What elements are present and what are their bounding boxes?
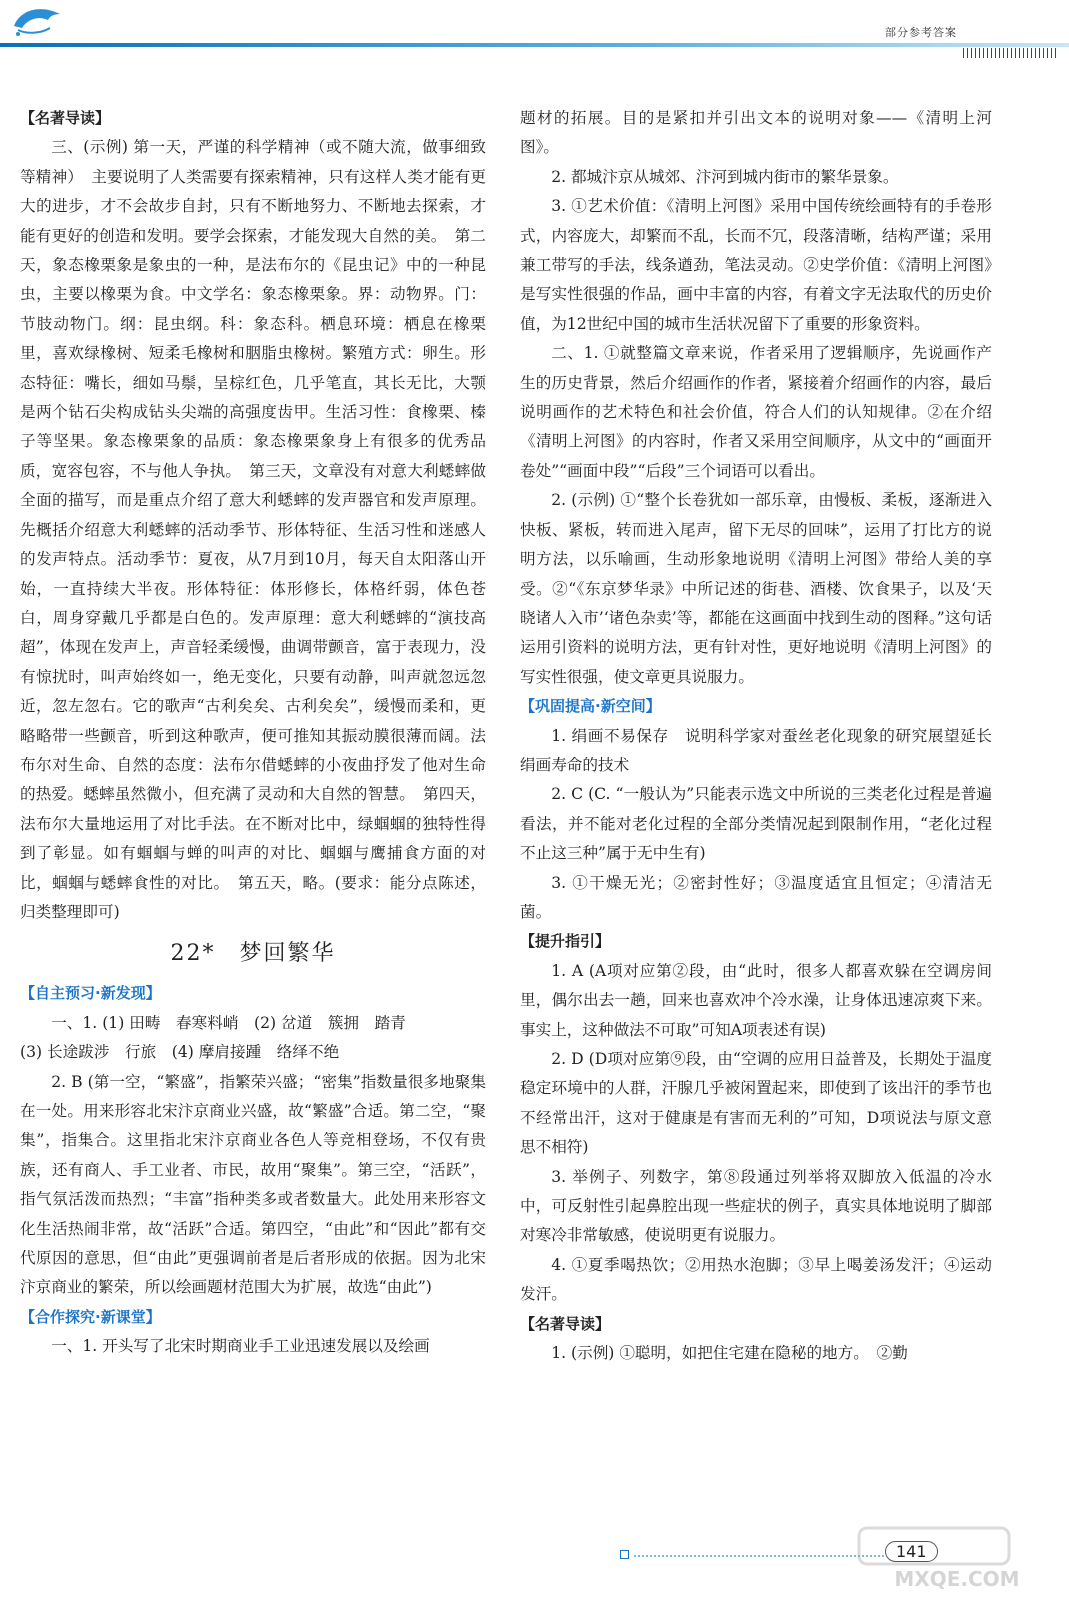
watermark-text: MXQE.COM [894, 1567, 1020, 1591]
page-header [0, 0, 1069, 60]
paragraph: 1. (示例) ①聪明，如把住宅建在隐秘的地方。 ②勤 [551, 1344, 908, 1363]
paragraph: 二、1. ①就整篇文章来说，作者采用了逻辑顺序，先说画作产生的历史背景，然后介绍画作的作者，紧接着介绍画作的内容，最后说明画作的艺术特色和社会价值，符合人们的认知规律。②在介绍《清明上河图》的内容时，作者又采用空间顺序，从文中的“画面开卷处”“画面中段”“后段”三个词语可以看出。 [520, 344, 992, 480]
watermark-logo-icon [857, 1524, 1057, 1594]
paragraph: (3) 长途跋涉 行旅 (4) 摩肩接踵 络绎不绝 [20, 1043, 340, 1062]
paragraph: 3. ①艺术价值：《清明上河图》采用中国传统绘画特有的手卷形式，内容庞大，却繁而不乱，长而不冗，段落清晰，结构严谨；采用兼工带写的手法，线条遒劲，笔法灵动。②史学价值：《清明上河图》是写实性很强的作品，画中丰富的内容，有着文字无法取代的历史价值，为12世纪中国的城市生活状况留下了重要的形象资料。 [520, 197, 992, 333]
lesson-title: 22* 梦回繁华 [170, 941, 336, 967]
header-rule [0, 43, 1069, 47]
section-title-explore: 【合作探究·新课堂】 [20, 1307, 161, 1326]
paragraph: 2. D (D项对应第⑨段，由“空调的应用日益普及，长期处于温度稳定环境中的人群，汗腺几乎被闲置起来，即使到了该出汗的季节也不经常出汗，这对于健康是有害而无利的”可知，D项说法与原文意思不相符) [520, 1050, 992, 1157]
right-column [520, 104, 992, 1368]
paragraph: 题材的拓展。目的是紧扣并引出文本的说明对象——《清明上河图》。 [520, 109, 992, 157]
section-title-preview: 【自主预习·新发现】 [20, 984, 161, 1003]
paragraph: 三、(示例) 第一天，严谨的科学精神（或不随大流，做事细致等精神） 主要说明了人类需要有探索精神，只有这样人类才能有更大的进步，才不会故步自封，只有不断地努力、不断地去探索，才能有更好的创造和发明。要学会探索，才能发现大自然的美。 第二天，象态橡栗象是象虫的一种，是法布尔的《昆虫记》中的一种昆虫，主要以橡栗为食。中文学名：象态橡栗象。界：动物界。门：节肢动物门。纲：昆虫纲。科：象态科。栖息环境：栖息在橡栗里，喜欢绿橡树、短柔毛橡树和胭脂虫橡树。繁殖方式：卵生。形态特征：嘴长，细如马鬃，呈棕红色，几乎笔直，其长无比，大颚是两个钻石尖构成钻头尖端的高强度齿甲。生活习性：食橡栗、榛子等坚果。象态橡栗象的品质：象态橡栗象身上有很多的优秀品质，宽容包容，不与他人争执。 第三天，文章没有对意大利蟋蟀做全面的描写，而是重点介绍了意大利蟋蟀的发声器官和发声原理。先概括介绍意大利蟋蟀的活动季节、形体特征、生活习性和迷感人的发声特点。活动季节：夏夜，从7月到10月，每天自太阳落山开始，一直持续大半夜。形体特征：体形修长，体格纤弱，体色苍白，周身穿戴几乎都是白色的。发声原理：意大利蟋蟀的“演技高超”，体现在发声上，声音轻柔缓慢，曲调带颤音，富于表现力，没有惊扰时，叫声始终如一，绝无变化，只要有动静，叫声就忽远忽近，忽左忽右。它的歌声“古利矣矣、古利矣矣”，缓慢而柔和，更略略带一些颤音，听到这种歌声，便可推知其振动膜很薄而阔。法布尔对生命、自然的态度：法布尔借蟋蟀的小夜曲抒发了他对生命的热爱。蟋蟀虽然微小，但充满了灵动和大自然的智慧。 第四天，法布尔大量地运用了对比手法。在不断对比中，绿蝈蝈的独特性得到了彰显。如有蝈蝈与蝉的叫声的对比、蝈蝈与鹰捕食方面的对比，蝈蝈与蟋蟀食性的对比。 第五天，略。(要求：能分点陈述，归类整理即可) [20, 138, 486, 921]
paragraph: 3. ①干燥无光；②密封性好；③温度适宜且恒定；④清洁无菌。 [520, 873, 992, 921]
paragraph: 2. (示例) ①“整个长卷犹如一部乐章，由慢板、柔板，逐渐进入快板、紧板，转而进入尾声，留下无尽的回味”，运用了打比方的说明方法，以乐喻画，生动形象地说明《清明上河图》带给人美的享受。②“《东京梦华录》中所记述的街巷、酒楼、饮食果子，以及‘天晓诸人入市’‘诸色杂卖’等，都能在这画面中找到生动的图释。”这句话运用引资料的说明方法，更有针对性，更好地说明《清明上河图》的写实性很强，使文章更具说服力。 [520, 491, 992, 686]
header-title: 部分参考答案 [885, 26, 957, 39]
paragraph: 2. C (C. “一般认为”只能表示选文中所说的三类老化过程是普遍看法，并不能对老化过程的全部分类情况起到限制作用，“老化过程不止这三种”属于无中生有) [520, 785, 992, 863]
section-title-consolidate: 【巩固提高·新空间】 [520, 697, 661, 716]
section-title-guidance: 【提升指引】 [520, 932, 611, 951]
dolphin-logo-icon [10, 4, 70, 38]
footer-dotted-rule [634, 1555, 884, 1557]
paragraph: 4. ①夏季喝热饮；②用热水泡脚；③早上喝姜汤发汗；④运动发汗。 [520, 1255, 992, 1304]
paragraph: 1. 绢画不易保存 说明科学家对蚕丝老化现象的研究展望延长绢画寿命的技术 [520, 726, 992, 774]
paragraph: 2. B (第一空，“繁盛”，指繁荣兴盛；“密集”指数量很多地聚集在一处。用来形容北宋汴京商业兴盛，故“繁盛”合适。第二空，“聚集”，指集合。这里指北宋汴京商业各色人等竞相登场，不仅有贵族，还有商人、手工业者、市民，故用“聚集”。第三空，“活跃”，指气氛活泼而热烈；“丰富”指种类多或者数量大。此处用来形容文化生活热闹非常，故“活跃”合适。第四空，“由此”和“因此”都有交代原因的意思，但“由此”更强调前者是后者形成的依据。因为北宋汴京商业的繁荣，所以绘画题材范围大为扩展，故选“由此”) [20, 1072, 486, 1297]
page-number: 141 [885, 1541, 938, 1562]
left-column [20, 104, 486, 1362]
paragraph: 一、1. 开头写了北宋时期商业手工业迅速发展以及绘画 [51, 1337, 430, 1356]
header-barcode-decoration [963, 48, 1059, 58]
footer-square-icon [620, 1550, 629, 1559]
section-title-famous-works-2: 【名著导读】 [520, 1314, 611, 1333]
section-title-famous-works: 【名著导读】 [20, 109, 111, 127]
paragraph: 1. A (A项对应第②段，由“此时，很多人都喜欢躲在空调房间里，偶尔出去一趟，回来也喜欢冲个冷水澡，让身体迅速凉爽下来。事实上，这种做法不可取”可知A项表述有误) [520, 961, 992, 1039]
paragraph: 一、1. (1) 田畴 春寒料峭 (2) 岔道 簇拥 踏青 [51, 1013, 406, 1032]
paragraph: 3. 举例子、列数字，第⑧段通过列举将双脚放入低温的冷水中，可反射性引起鼻腔出现一些症状的例子，真实具体地说明了脚部对寒冷非常敏感，使说明更有说服力。 [520, 1167, 992, 1245]
paragraph: 2. 都城汴京从城郊、汴河到城内街市的繁华景象。 [551, 167, 899, 186]
